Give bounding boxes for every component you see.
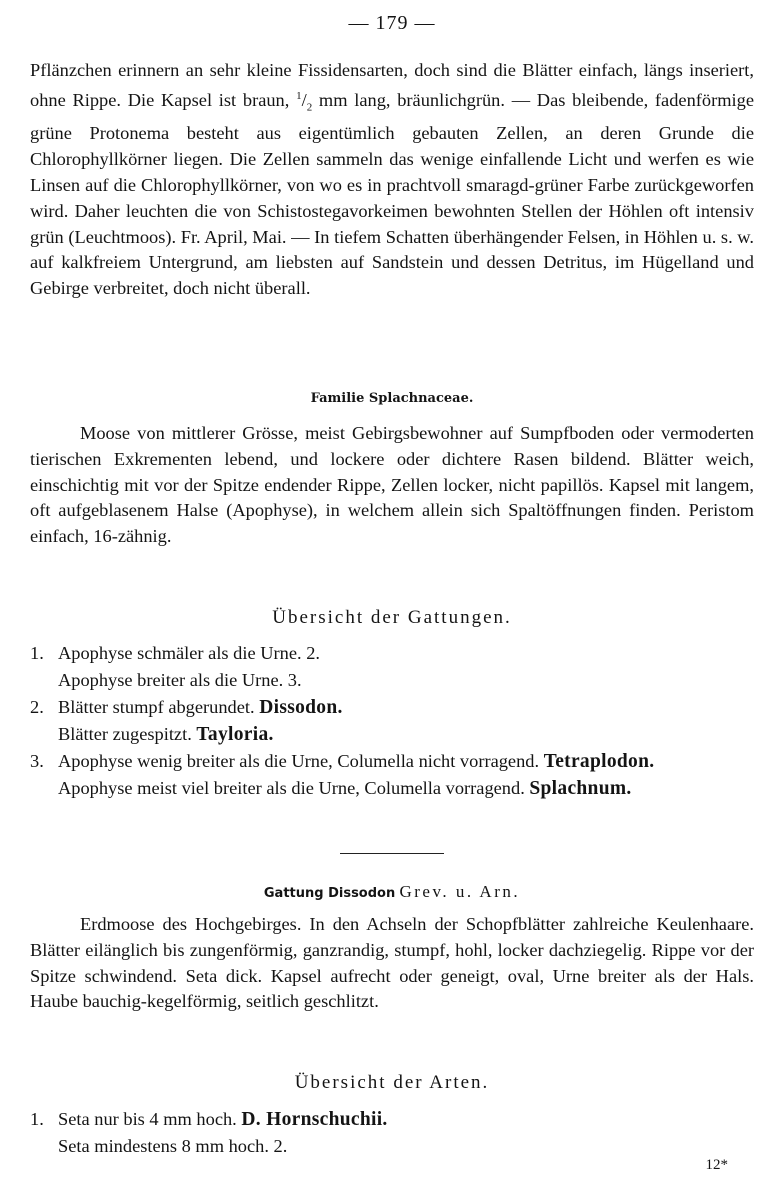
page-number: — 179 — — [348, 12, 436, 34]
fraction-half: $^1/_2$ — [296, 89, 313, 114]
key-taxon: Dissodon. — [259, 697, 343, 718]
family-heading: Familie Splachnaceae. — [310, 391, 474, 406]
key-number: 1. — [30, 1109, 44, 1129]
key-taxon: Tetraplodon. — [543, 751, 655, 772]
genera-key-list — [30, 640, 760, 802]
genera-key-heading: Übersicht der Gattungen. — [272, 607, 512, 628]
fraction-denominator: 2 — [306, 101, 313, 114]
key-text: Apophyse meist viel breiter als die Urne, Columella vorragend. — [58, 778, 530, 798]
key-entry — [30, 775, 760, 802]
key-entry — [30, 640, 760, 667]
genus-label: Gattung Dissodon — [263, 886, 396, 901]
key-entry — [30, 721, 760, 748]
key-entry — [30, 1133, 760, 1160]
key-number: 1. — [30, 643, 44, 663]
genus-description: Erdmoose des Hochgebirges. In den Achseln der Schopfblätter zahlreiche Keulenhaare. Blätter eilänglich bis zungenförmig, ganzrandig, stumpf, hohl, locker dachziegelig. Rippe vor der Spitze schwindend. Seta dick. Kapsel aufrecht oder geneigt, oval, Urne breiter als der Hals. Haube bauchig-kegelförmig, seitlich geschlitzt. — [30, 914, 754, 1012]
fraction-numerator: 1 — [296, 89, 302, 102]
printer-signature: 12* — [705, 1157, 728, 1173]
para1-part-b: mm lang, bräunlichgrün. — Das bleibende, fadenförmige grüne Protonema besteht aus eigentümlich gebauten Zellen, an deren Grunde die Chlorophyllkörner liegen. Die Zellen sammeln das wenige einfallende Licht und werfen es wie Linsen auf die Chlorophyllkörner, von wo es in prachtvoll smaragd-grüner Farbe zurückgeworfen wird. Daher leuchten die von Schistostegavorkeimen bewohnten Stellen der Höhlen oft intensiv grün (Leuchtmoos). Fr. April, Mai. — In tiefem Schatten überhängender Felsen, in Höhlen u. s. w. auf kalkfreiem Untergrund, am liebsten auf Sandstein und dessen Detritus, im Hügelland und Gebirge verbreitet, doch nicht überall. — [30, 89, 754, 299]
species-key-heading: Übersicht der Arten. — [294, 1072, 490, 1093]
para1-part-a: Pflänzchen erinnern an sehr kleine Fissidensarten, doch sind die Blätter einfach, längs inseriert, ohne Rippe. Die Kapsel ist braun, — [30, 60, 754, 110]
key-text: Seta nur bis 4 mm hoch. — [58, 1109, 242, 1129]
key-entry — [30, 694, 760, 721]
section-divider — [340, 853, 444, 854]
key-number: 3. — [30, 751, 44, 771]
key-taxon: Tayloria. — [196, 724, 274, 745]
species-key-list — [30, 1106, 760, 1160]
family-description: Moose von mittlerer Grösse, meist Gebirgsbewohner auf Sumpfboden oder vermoderten tierischen Exkrementen lebend, und lockere oder dichtere Rasen bildend. Blätter weich, einschichtig mit vor der Spitze endender Rippe, Zellen locker, nicht papillös. Kapsel mit langem, oft aufgeblasenem Halse (Apophyse), in welchem allein sich Spaltöffnungen finden. Peristom einfach, 16-zähnig. — [30, 423, 754, 547]
key-entry — [30, 667, 760, 694]
key-text: Apophyse wenig breiter als die Urne, Columella nicht vorragend. — [58, 751, 544, 771]
key-text: Seta mindestens 8 mm hoch. 2. — [58, 1136, 288, 1156]
key-entry — [30, 1106, 760, 1133]
key-number: 2. — [30, 697, 44, 717]
key-entry — [30, 748, 760, 775]
paragraph-protonema — [30, 58, 754, 302]
key-text: Blätter stumpf abgerundet. — [58, 697, 260, 717]
genus-heading — [0, 882, 784, 902]
key-text: Apophyse schmäler als die Urne. 2. — [58, 643, 320, 663]
key-taxon: D. Hornschuchii. — [241, 1109, 388, 1130]
key-taxon: Splachnum. — [529, 778, 632, 799]
key-text: Apophyse breiter als die Urne. 3. — [58, 670, 302, 690]
genus-author: Grev. u. Arn. — [399, 882, 521, 901]
key-text: Blätter zugespitzt. — [58, 724, 197, 744]
